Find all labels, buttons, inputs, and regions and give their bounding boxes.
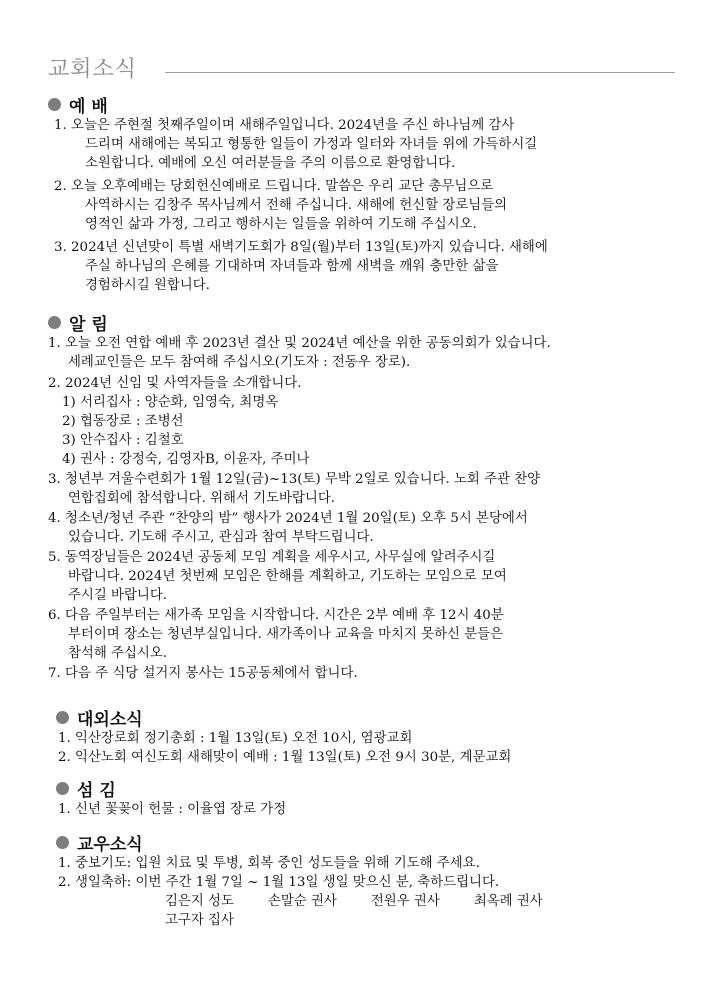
list-item: 2. 익산노회 여신도회 새해맞이 예배 : 1월 13일(토) 오전 9시 30분, 계문교회 [58, 750, 512, 765]
circle-bullet-icon [48, 316, 61, 329]
appointment-line: 2) 협동장로 : 조병선 [62, 414, 184, 429]
title-divider [165, 72, 675, 73]
list-item: 1. 중보기도: 입원 치료 및 투병, 회복 중인 성도들을 위해 기도해 주세요. [58, 856, 480, 871]
section-heading [48, 310, 668, 334]
service-section [48, 776, 668, 819]
text-line: 3. 2024년 신년맞이 특별 새벽기도회가 8일(월)부터 13일(토)까지 있습니다. 새해에 [54, 240, 548, 255]
text-line: 7. 다음 주 식당 설거지 봉사는 15공동체에서 합니다. [48, 666, 358, 681]
birthday-name: 손말순 권사 [267, 894, 337, 909]
appointment-line: 3) 안수집사 : 김철호 [62, 433, 184, 448]
birthday-name: 김은지 성도 [165, 894, 234, 909]
text-line: 2. 오늘 오후예배는 당회헌신예배로 드립니다. 말씀은 우리 교단 총무님으로 [54, 179, 494, 194]
birthday-name: 고구자 집사 [165, 913, 234, 928]
list-item: 1. 신년 꽃꽂이 헌물 : 이율엽 장로 가정 [58, 802, 287, 817]
text-line: 4. 청소년/청년 주관 “찬양의 밤” 행사가 2024년 1월 20일(토) 오후 5시 본당에서 [48, 511, 528, 526]
appointment-line: 4) 권사 : 강정숙, 김영자B, 이윤자, 주미나 [62, 452, 310, 467]
notices-section [48, 310, 668, 683]
notice-item-1 [48, 334, 668, 372]
appointment-line: 1) 서리집사 : 양순화, 임영숙, 최명옥 [62, 395, 279, 410]
section-heading [48, 92, 668, 116]
text-line: 사역하시는 김창주 목사님께서 전해 주십니다. 새해에 헌신할 장로님들의 [85, 198, 508, 213]
circle-bullet-icon [56, 711, 69, 724]
list-item: 1. 익산장로회 정기총회 : 1월 13일(토) 오전 10시, 염광교회 [58, 731, 413, 746]
text-line: 6. 다음 주일부터는 새가족 모임을 시작합니다. 시간은 2부 예배 후 12시 40분 [48, 608, 504, 623]
circle-bullet-icon [56, 782, 69, 795]
section-heading [48, 776, 668, 800]
list-item: 2. 생일축하: 이번 주간 1월 7일 ~ 1월 13일 생일 맞으신 분, 축하드립니다. [58, 875, 500, 890]
text-line: 소원합니다. 예배에 오신 여러분들을 주의 이름으로 환영합니다. [85, 156, 456, 171]
text-line: 3. 청년부 겨울수련회가 1월 12일(금)~13(토) 무박 2일로 있습니다. 노회 주관 찬양 [48, 472, 541, 487]
notice-item-3 [48, 470, 668, 508]
text-line: 연합집회에 참석합니다. 위해서 기도바랍니다. [68, 491, 336, 506]
birthday-names [58, 892, 668, 911]
birthday-name: 전원우 권사 [370, 894, 440, 909]
birthday-name: 최옥례 권사 [473, 894, 543, 909]
text-line: 있습니다. 기도해 주시고, 관심과 참여 부탁드립니다. [68, 530, 374, 545]
external-heading: 대외소식 [77, 709, 143, 730]
worship-heading: 예 배 [69, 96, 108, 117]
text-line: 주시길 바랍니다. [68, 588, 168, 603]
notice-item-7 [48, 664, 668, 683]
page-title: 교회소식 [48, 57, 138, 82]
external-list [48, 729, 668, 767]
members-section [48, 830, 668, 930]
notices-heading: 알 림 [69, 314, 108, 335]
text-line: 2. 2024년 신임 및 사역자들을 소개합니다. [48, 376, 302, 391]
section-heading [48, 830, 668, 854]
text-line: 5. 동역장님들은 2024년 공동체 모임 계획을 세우시고, 사무실에 알려주시길 [48, 550, 496, 565]
service-heading: 섬 김 [77, 780, 116, 801]
text-line: 1. 오늘은 주현절 첫째주일이며 새해주일입니다. 2024년을 주신 하나님께 감사 [54, 118, 515, 133]
worship-item-2 [48, 177, 668, 234]
text-line: 세례교인들은 모두 참여해 주십시오(기도자 : 전동우 장로). [68, 355, 411, 370]
text-line: 경험하시길 원합니다. [85, 278, 210, 293]
members-heading: 교우소식 [77, 834, 143, 855]
notice-item-2 [48, 374, 668, 469]
circle-bullet-icon [56, 836, 69, 849]
text-line: 바랍니다. 2024년 첫번째 모임은 한해를 계획하고, 기도하는 모임으로 모여 [68, 569, 507, 584]
notice-item-6 [48, 606, 668, 663]
members-list [48, 854, 668, 930]
notice-item-4 [48, 509, 668, 547]
text-line: 영적인 삶과 가정, 그리고 행하시는 일들을 위하여 기도해 주십시오. [85, 217, 477, 232]
worship-section [48, 92, 668, 295]
circle-bullet-icon [48, 98, 61, 111]
service-list [48, 800, 668, 819]
text-line: 드리며 새해에는 복되고 형통한 일들이 가정과 일터와 자녀들 위에 가득하시길 [85, 137, 538, 152]
worship-item-1 [48, 116, 668, 173]
worship-item-3 [48, 238, 668, 295]
text-line: 주실 하나님의 은혜를 기대하며 자녀들과 함께 새벽을 깨워 충만한 삶을 [85, 259, 499, 274]
text-line: 참석해 주십시오. [68, 646, 168, 661]
text-line: 1. 오늘 오전 연합 예배 후 2023년 결산 및 2024년 예산을 위한 공동의회가 있습니다. [48, 336, 551, 351]
birthday-names [58, 911, 668, 930]
section-heading [48, 705, 668, 729]
external-section [48, 705, 668, 767]
text-line: 부터이며 장소는 청년부실입니다. 새가족이나 교육을 마치지 못하신 분들은 [68, 627, 504, 642]
notice-item-5 [48, 548, 668, 605]
